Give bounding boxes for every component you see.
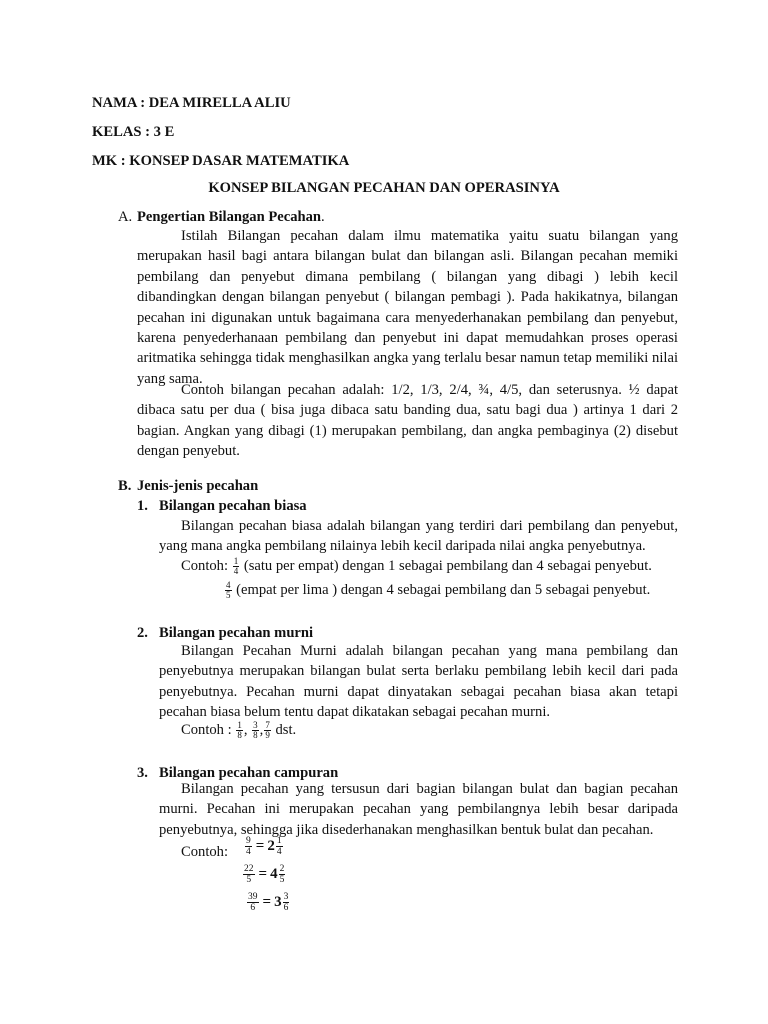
- fraction: [225, 581, 232, 600]
- fraction: [236, 721, 243, 740]
- whole-number: 4: [270, 866, 278, 882]
- fraction-denominator: 6: [283, 903, 289, 913]
- separator: ,: [243, 722, 248, 738]
- fraction-numerator: 39: [248, 892, 258, 902]
- page-title: KONSEP BILANGAN PECAHAN DAN OPERASINYA: [208, 180, 560, 196]
- item-1-paragraph: Bilangan pecahan biasa adalah bilangan yang terdiri dari pembilang dan penyebut, yang mana angka pembilang nilainya lebih kecil daripada nilai angka penyebutnya.: [159, 518, 678, 555]
- section-a-paragraph-1: Istilah Bilangan pecahan dalam ilmu matematika yaitu suatu bilangan yang merupakan hasil bagi antara bilangan bulat dan bilangan asli. Bilangan pecahan memiki pembilang dan penyebut dimana pembilang ( bilangan yang dibagi ) lebih kecil dibandingkan dengan bilangan penyebut ( bilangan pembagi ). Pada hakikatnya, bilangan pecahan ini digunakan untuk bagaimana cara menyederhanakan pembilang dan penyebut, karena penyederhanaan pembilang dan penyebut ini dapat memudahkan proses operasi aritmatika sehingga tidak menghasilkan angka yang terlalu besar namun tetap memiliki nilai yang sama.: [137, 228, 678, 387]
- fraction-denominator: 5: [246, 875, 252, 885]
- fraction: [264, 721, 271, 740]
- item-1-number: 1.: [137, 498, 148, 514]
- fraction-numerator: 7: [265, 720, 270, 731]
- item-1-example-1-text: (satu per empat) dengan 1 sebagai pembilang dan 4 sebagai penyebut.: [243, 558, 652, 574]
- fraction: [279, 864, 286, 885]
- item-1-contoh-label: Contoh:: [181, 558, 229, 574]
- fraction-denominator: 4: [246, 847, 251, 857]
- whole-number: 2: [267, 838, 275, 854]
- section-a-heading-text: Pengertian Bilangan Pecahan: [137, 209, 322, 225]
- fraction-denominator: 9: [265, 730, 270, 741]
- section-b-heading: Jenis-jenis pecahan: [137, 478, 259, 494]
- section-a-heading-dot: .: [321, 209, 325, 225]
- item-3-number: 3.: [137, 765, 148, 781]
- fraction-numerator: 4: [226, 580, 231, 591]
- section-a-heading: [137, 207, 325, 227]
- item-2-example: [181, 720, 296, 740]
- item-1-heading: Bilangan pecahan biasa: [159, 498, 307, 514]
- separator: ,: [259, 722, 264, 738]
- item-2-heading: Bilangan pecahan murni: [159, 625, 314, 641]
- fraction-numerator: 3: [253, 720, 258, 731]
- fraction-denominator: 5: [279, 875, 285, 885]
- section-a-paragraph-2: Contoh bilangan pecahan adalah: 1/2, 1/3, 2/4, ¾, 4/5, dan seterusnya. ½ dapat dibaca satu per dua ( bisa juga dibaca satu banding dua, satu bagi dua ) artinya 1 dari 2 bagian. Angkan yang dibagi (1) merupakan pembilang, dan angka pembaginya (2) disebut dengan penyebut.: [137, 382, 678, 460]
- section-b-marker: B.: [118, 478, 132, 494]
- item-2-paragraph: Bilangan Pecahan Murni adalah bilangan pecahan yang mana pembilang dan penyebutnya merupakan bilangan bulat serta berlaku pembilang lebih kecil dari pada penyebutnya. Pecahan murni dapat dinyatakan sebagai pecahan biasa akan tetapi pecahan biasa belum tentu dapat dikatakan sebagai pecahan murni.: [159, 643, 678, 721]
- mixed-fraction-equation-3: [246, 892, 290, 913]
- whole-number: 3: [274, 894, 282, 910]
- equals-sign: =: [262, 894, 272, 910]
- fraction-numerator: 3: [283, 892, 289, 902]
- fraction: [243, 864, 255, 885]
- fraction: [233, 557, 240, 576]
- fraction-denominator: 5: [226, 590, 231, 601]
- fraction: [283, 892, 290, 913]
- item-1-example-1: [181, 556, 652, 576]
- fraction: [252, 721, 259, 740]
- fraction: [276, 836, 283, 857]
- item-1-example-2-text: (empat per lima ) dengan 4 sebagai pembilang dan 5 sebagai penyebut.: [236, 582, 651, 598]
- fraction-denominator: 8: [253, 730, 258, 741]
- fraction-numerator: 1: [233, 556, 239, 567]
- fraction: [247, 892, 259, 913]
- fraction-numerator: 1: [237, 720, 242, 731]
- item-1-example-2: [224, 580, 650, 600]
- mixed-fraction-equation-2: [242, 864, 286, 885]
- item-3-paragraph: Bilangan pecahan yang tersusun dari bagian bilangan bulat dan bagian pecahan murni. Pecahan ini merupakan pecahan yang pembilangnya lebih besar daripada penyebutnya, sehingga jika disederhanakan menghasilkan bentuk bulat dan pecahan.: [159, 781, 678, 838]
- item-2-number: 2.: [137, 625, 148, 641]
- equals-sign: =: [255, 838, 265, 854]
- item-2-contoh-label: Contoh :: [181, 722, 232, 738]
- student-class: KELAS : 3 E: [92, 124, 175, 140]
- item-2-suffix: dst.: [275, 722, 297, 738]
- fraction-denominator: 8: [237, 730, 242, 741]
- fraction-numerator: 1: [276, 836, 282, 846]
- section-a-marker: A.: [118, 209, 133, 225]
- item-3-contoh-label: Contoh:: [181, 844, 229, 860]
- item-3-heading: Bilangan pecahan campuran: [159, 765, 339, 781]
- fraction-denominator: 4: [233, 566, 239, 577]
- fraction-numerator: 9: [246, 836, 251, 846]
- fraction-denominator: 6: [250, 903, 256, 913]
- fraction-numerator: 22: [244, 864, 254, 874]
- fraction-denominator: 4: [276, 847, 282, 857]
- equals-sign: =: [258, 866, 268, 882]
- fraction: [245, 836, 252, 857]
- mixed-fraction-equation-1: [244, 836, 284, 857]
- course-name: MK : KONSEP DASAR MATEMATIKA: [92, 153, 350, 169]
- student-name: NAMA : DEA MIRELLA ALIU: [92, 95, 291, 111]
- fraction-numerator: 2: [279, 864, 285, 874]
